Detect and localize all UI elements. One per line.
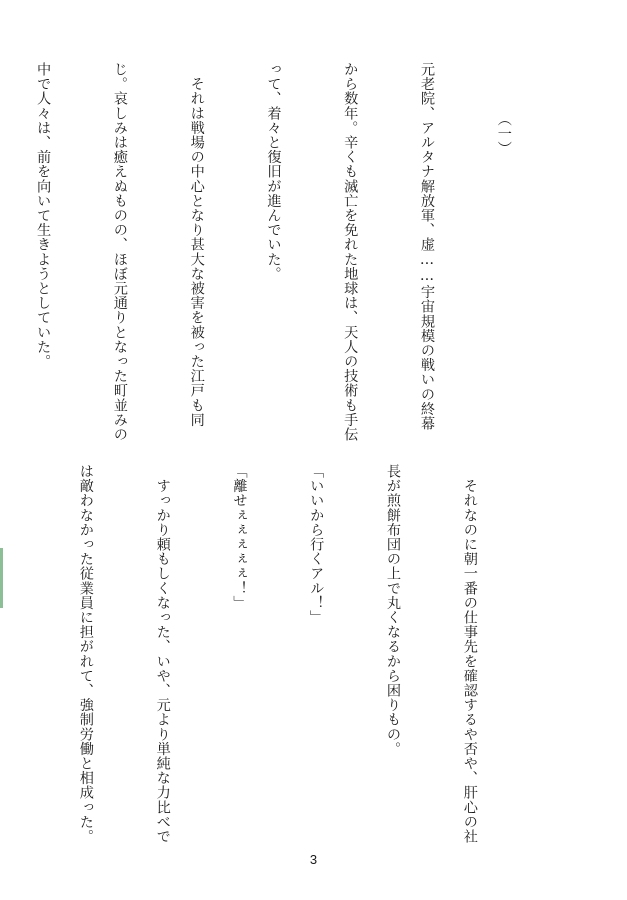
text-line: から数年。辛くも滅亡を免れた地球は、天人の技術も手伝 bbox=[342, 62, 359, 442]
blank-line bbox=[0, 464, 21, 809]
text-line: すっかり頼もしくなった、いや、元より単純な力比べで bbox=[154, 464, 171, 844]
text-line: 中で人々は、前を向いて生きようとしていた。 bbox=[35, 62, 52, 369]
text-line: 「離せぇぇぇぇぇ！」 bbox=[231, 464, 248, 610]
text-line: 「いいから行くアル！」 bbox=[308, 464, 325, 625]
text-line: は敵わなかった従業員に担がれて、強制労働と相成った。 bbox=[77, 464, 94, 844]
page-number: 3 bbox=[309, 852, 318, 867]
text-line: じ。哀しみは癒えぬものの、ほぼ元通りとなった町並みの bbox=[111, 62, 128, 442]
page-edge-mark bbox=[0, 548, 3, 608]
text-line: って、着々と復旧が進んでいた。 bbox=[265, 62, 282, 281]
chapter-heading: （一） bbox=[495, 112, 512, 156]
bottom-text-block bbox=[0, 464, 533, 844]
text-line: 長が煎餅布団の上で丸くなるから困りもの。 bbox=[385, 464, 402, 756]
text-line: 元老院、アルタナ解放軍、虚……宇宙規模の戦いの終幕 bbox=[419, 62, 436, 431]
top-text-block bbox=[0, 62, 567, 442]
text-line: それは戦場の中心となり甚大な被害を被った江戸も同 bbox=[188, 62, 205, 427]
text-line: それなのに朝一番の仕事先を確認するや否や、肝心の社 bbox=[461, 464, 478, 844]
